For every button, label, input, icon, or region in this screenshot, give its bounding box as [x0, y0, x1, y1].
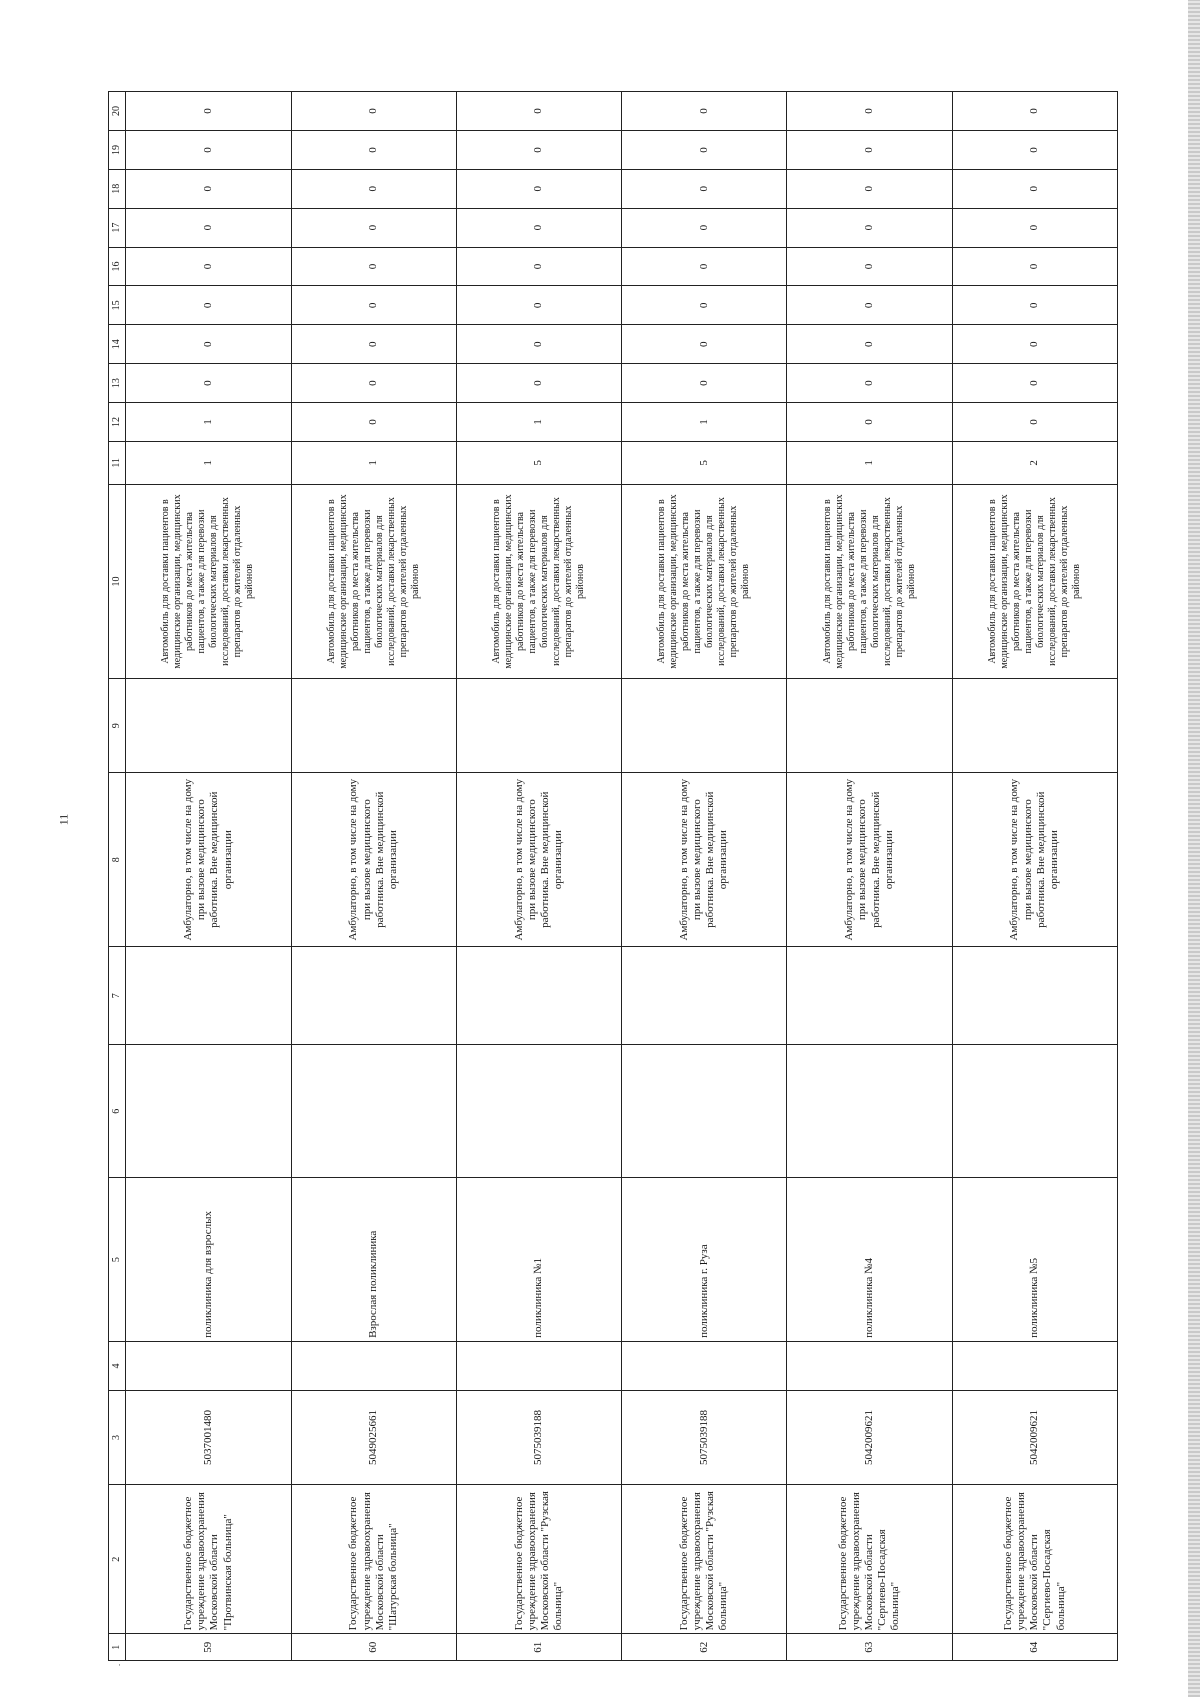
column-number-cell: 13 [109, 364, 126, 403]
column-number-cell: 9 [109, 679, 126, 773]
count-cell: 0 [787, 403, 952, 442]
count-cell: 1 [456, 403, 621, 442]
empty-cell [456, 1341, 621, 1390]
column-number-cell: 14 [109, 325, 126, 364]
count-cell: 0 [622, 169, 787, 208]
count-cell: 0 [291, 364, 456, 403]
vehicle-purpose: Автомобиль для доставки пациентов в медицинские организации, медицинских работников до места жительства пациентов, а также для перевозки биологических материалов для исследований, доставки лекарственных препаратов до жителей отдаленных районов [622, 484, 787, 678]
table-row [456, 92, 621, 1661]
count-cell: 5 [456, 441, 621, 484]
count-cell: 0 [126, 208, 291, 247]
scan-edge [1188, 0, 1200, 1697]
column-number-cell: 11 [109, 441, 126, 484]
count-cell: 0 [952, 364, 1117, 403]
empty-cell [126, 1045, 291, 1178]
unit-name: поликлиника №1 [456, 1178, 621, 1342]
row-number: 62 [622, 1634, 787, 1661]
row-number: 61 [456, 1634, 621, 1661]
data-table [108, 91, 1118, 1661]
count-cell: 0 [126, 364, 291, 403]
count-cell: 0 [952, 92, 1117, 131]
column-number-cell: 5 [109, 1178, 126, 1342]
count-cell: 0 [126, 169, 291, 208]
count-cell: 1 [787, 441, 952, 484]
empty-cell [456, 947, 621, 1045]
column-number-cell: 10 [109, 484, 126, 678]
empty-cell [952, 679, 1117, 773]
care-mode: Амбулаторно, в том числе на дому при вызове медицинского работника. Вне медицинской организации [787, 773, 952, 947]
count-cell: 0 [126, 131, 291, 170]
count-cell: 0 [952, 286, 1117, 325]
count-cell: 0 [126, 325, 291, 364]
count-cell: 0 [456, 247, 621, 286]
count-cell: 0 [126, 92, 291, 131]
empty-cell [787, 679, 952, 773]
column-number-cell: 20 [109, 92, 126, 131]
inn-cell: 5037001480 [126, 1391, 291, 1485]
unit-name: поликлиника г. Руза [622, 1178, 787, 1342]
count-cell: 0 [622, 247, 787, 286]
count-cell: 1 [291, 441, 456, 484]
count-cell: 0 [126, 247, 291, 286]
count-cell: 0 [787, 131, 952, 170]
empty-cell [952, 947, 1117, 1045]
row-number: 64 [952, 1634, 1117, 1661]
empty-cell [126, 1341, 291, 1390]
unit-name: поликлиника №4 [787, 1178, 952, 1342]
column-number-cell: 2 [109, 1485, 126, 1634]
count-cell: 0 [456, 169, 621, 208]
count-cell: 0 [952, 403, 1117, 442]
vehicle-purpose: Автомобиль для доставки пациентов в медицинские организации, медицинских работников до места жительства пациентов, а также для перевозки биологических материалов для исследований, доставки лекарственных препаратов до жителей отдаленных районов [291, 484, 456, 678]
empty-cell [622, 1045, 787, 1178]
empty-cell [456, 679, 621, 773]
count-cell: 0 [622, 208, 787, 247]
count-cell: 0 [787, 92, 952, 131]
inn-cell: 5042009621 [787, 1391, 952, 1485]
rotated-table-wrapper [108, 91, 1118, 1661]
care-mode: Амбулаторно, в том числе на дому при вызове медицинского работника. Вне медицинской организации [291, 773, 456, 947]
organization-name: Государственное бюджетное учреждение здравоохранения Московской области "Рузская больница" [456, 1485, 621, 1634]
empty-cell [622, 679, 787, 773]
organization-name: Государственное бюджетное учреждение здравоохранения Московской области "Рузская больница" [622, 1485, 787, 1634]
count-cell: 1 [622, 403, 787, 442]
count-cell: 1 [126, 441, 291, 484]
count-cell: 0 [456, 208, 621, 247]
count-cell: 0 [291, 92, 456, 131]
table-row [126, 92, 291, 1661]
care-mode: Амбулаторно, в том числе на дому при вызове медицинского работника. Вне медицинской организации [622, 773, 787, 947]
column-number-row [109, 92, 126, 1661]
vehicle-purpose: Автомобиль для доставки пациентов в медицинские организации, медицинских работников до места жительства пациентов, а также для перевозки биологических материалов для исследований, доставки лекарственных препаратов до жителей отдаленных районов [126, 484, 291, 678]
empty-cell [787, 1341, 952, 1390]
care-mode: Амбулаторно, в том числе на дому при вызове медицинского работника. Вне медицинской организации [126, 773, 291, 947]
count-cell: 0 [952, 131, 1117, 170]
column-number-cell: 15 [109, 286, 126, 325]
count-cell: 1 [126, 403, 291, 442]
care-mode: Амбулаторно, в том числе на дому при вызове медицинского работника. Вне медицинской организации [952, 773, 1117, 947]
empty-cell [952, 1341, 1117, 1390]
vehicle-purpose: Автомобиль для доставки пациентов в медицинские организации, медицинских работников до места жительства пациентов, а также для перевозки биологических материалов для исследований, доставки лекарственных препаратов до жителей отдаленных районов [787, 484, 952, 678]
count-cell: 0 [787, 325, 952, 364]
scan-speck: · [118, 1660, 121, 1670]
column-number-cell: 3 [109, 1391, 126, 1485]
page-number: 11 [56, 813, 71, 826]
count-cell: 0 [622, 131, 787, 170]
row-number: 63 [787, 1634, 952, 1661]
empty-cell [952, 1045, 1117, 1178]
count-cell: 0 [952, 325, 1117, 364]
count-cell: 0 [622, 364, 787, 403]
count-cell: 0 [622, 92, 787, 131]
inn-cell: 5049025661 [291, 1391, 456, 1485]
empty-cell [622, 947, 787, 1045]
unit-name: Взрослая поликлиника [291, 1178, 456, 1342]
empty-cell [456, 1045, 621, 1178]
organization-name: Государственное бюджетное учреждение здравоохранения Московской области "Шатурская больница" [291, 1485, 456, 1634]
vehicle-purpose: Автомобиль для доставки пациентов в медицинские организации, медицинских работников до места жительства пациентов, а также для перевозки биологических материалов для исследований, доставки лекарственных препаратов до жителей отдаленных районов [456, 484, 621, 678]
count-cell: 0 [291, 208, 456, 247]
inn-cell: 5042009621 [952, 1391, 1117, 1485]
count-cell: 2 [952, 441, 1117, 484]
count-cell: 0 [787, 208, 952, 247]
table-row [622, 92, 787, 1661]
empty-cell [787, 1045, 952, 1178]
count-cell: 0 [291, 131, 456, 170]
count-cell: 0 [456, 364, 621, 403]
column-number-cell: 18 [109, 169, 126, 208]
count-cell: 0 [952, 247, 1117, 286]
count-cell: 0 [787, 364, 952, 403]
empty-cell [291, 947, 456, 1045]
count-cell: 0 [291, 325, 456, 364]
table-row [787, 92, 952, 1661]
count-cell: 0 [291, 169, 456, 208]
column-number-cell: 12 [109, 403, 126, 442]
organization-name: Государственное бюджетное учреждение здравоохранения Московской области "Протвинская больница" [126, 1485, 291, 1634]
empty-cell [291, 1341, 456, 1390]
count-cell: 0 [952, 208, 1117, 247]
empty-cell [622, 1341, 787, 1390]
empty-cell [291, 1045, 456, 1178]
organization-name: Государственное бюджетное учреждение здравоохранения Московской области "Сергиево-Посадская больница" [952, 1485, 1117, 1634]
count-cell: 0 [952, 169, 1117, 208]
column-number-cell: 17 [109, 208, 126, 247]
column-number-cell: 6 [109, 1045, 126, 1178]
count-cell: 0 [787, 286, 952, 325]
unit-name: поликлиника для взрослых [126, 1178, 291, 1342]
column-number-cell: 4 [109, 1341, 126, 1390]
count-cell: 0 [622, 325, 787, 364]
column-number-cell: 16 [109, 247, 126, 286]
inn-cell: 5075039188 [622, 1391, 787, 1485]
count-cell: 0 [622, 286, 787, 325]
count-cell: 0 [456, 131, 621, 170]
unit-name: поликлиника №5 [952, 1178, 1117, 1342]
table-row [291, 92, 456, 1661]
care-mode: Амбулаторно, в том числе на дому при вызове медицинского работника. Вне медицинской организации [456, 773, 621, 947]
count-cell: 0 [291, 286, 456, 325]
column-number-cell: 1 [109, 1634, 126, 1661]
vehicle-purpose: Автомобиль для доставки пациентов в медицинские организации, медицинских работников до места жительства пациентов, а также для перевозки биологических материалов для исследований, доставки лекарственных препаратов до жителей отдаленных районов [952, 484, 1117, 678]
column-number-cell: 7 [109, 947, 126, 1045]
table-row [952, 92, 1117, 1661]
count-cell: 0 [456, 92, 621, 131]
count-cell: 5 [622, 441, 787, 484]
count-cell: 0 [456, 286, 621, 325]
count-cell: 0 [456, 325, 621, 364]
organization-name: Государственное бюджетное учреждение здравоохранения Московской области "Сергиево-Посадская больница" [787, 1485, 952, 1634]
count-cell: 0 [291, 247, 456, 286]
column-number-cell: 8 [109, 773, 126, 947]
count-cell: 0 [126, 286, 291, 325]
count-cell: 0 [787, 169, 952, 208]
column-number-cell: 19 [109, 131, 126, 170]
count-cell: 0 [787, 247, 952, 286]
empty-cell [126, 679, 291, 773]
empty-cell [291, 679, 456, 773]
row-number: 60 [291, 1634, 456, 1661]
row-number: 59 [126, 1634, 291, 1661]
empty-cell [126, 947, 291, 1045]
inn-cell: 5075039188 [456, 1391, 621, 1485]
empty-cell [787, 947, 952, 1045]
count-cell: 0 [291, 403, 456, 442]
